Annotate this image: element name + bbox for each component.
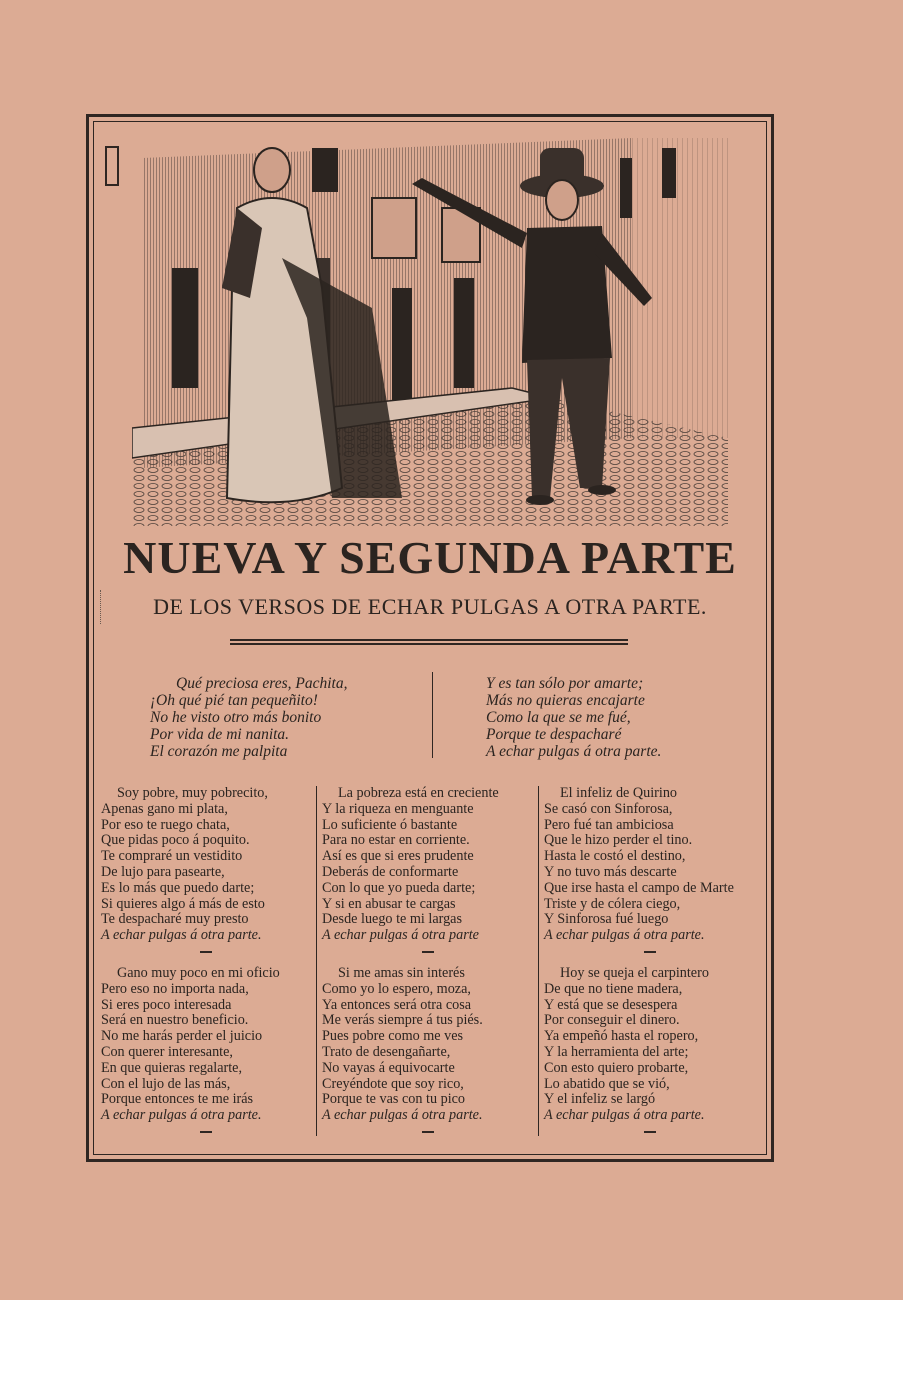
verse-line: Y si en abusar te cargas [322,895,456,912]
refrain-line: A echar pulgas á otra parte. [101,927,262,944]
verse-line: Si quieres algo á más de esto [101,895,265,912]
verse-line: Para no estar en corriente. [322,832,470,849]
verse-line: Pues pobre como me ves [322,1028,464,1045]
verse-line: Te despacharé muy presto [101,911,249,928]
corner-mark [105,146,119,186]
verse-line: De lujo para pasearte, [101,863,225,880]
verse-line: Y está que se desespera [544,996,678,1013]
refrain-line: A echar pulgas á otra parte. [101,1107,262,1124]
verse-line: Que pidas poco á poquito. [101,832,250,849]
verse-line: Hasta le costó el destino, [544,848,686,865]
stanza-separator [644,951,656,953]
verse-line: Con el lujo de las más, [101,1075,231,1092]
verse-line: Por conseguir el dinero. [544,1012,680,1029]
verse-line: Ya empeñó hasta el ropero, [544,1028,699,1045]
verse-line: Ya entonces será otra cosa [322,996,472,1013]
verse-line: Se casó con Sinforosa, [544,800,673,817]
verse-line: No vayas á equivocarte [322,1059,455,1076]
verse-line: Que irse hasta el campo de Marte [544,879,734,896]
verse-line: Como la que se me fué, [486,709,631,726]
verse-line: Como yo lo espero, moza, [322,980,471,997]
verse-line: Será en nuestro beneficio. [101,1012,249,1029]
intro-column-rule [432,672,433,758]
page-title: NUEVA Y SEGUNDA PARTE [123,532,737,583]
stanza-separator [422,1131,434,1133]
verse-line: De que no tiene madera, [544,980,683,997]
verse-line: El corazón me palpita [150,743,288,760]
verse-line: Y Sinforosa fué luego [544,911,669,928]
verse-line: Soy pobre, muy pobrecito, [117,785,268,801]
verse-line: Apenas gano mi plata, [101,800,228,817]
stanza-1 [101,786,323,944]
intro-right-column [486,675,661,760]
refrain-line: A echar pulgas á otra parte. [322,1107,483,1124]
verse-line: Porque te despacharé [486,726,622,743]
stanza-3 [544,786,766,944]
stanza-separator [422,951,434,953]
intro-left-column [150,675,347,760]
verse-line: Me verás siempre á tus piés. [322,1012,483,1029]
verse-line: Así es que si eres prudente [322,848,474,865]
verse-line: Porque entonces te me irás [101,1091,254,1108]
verse-line: A echar pulgas á otra parte. [486,743,662,760]
stanza-separator [644,1131,656,1133]
verse-line: Pero eso no importa nada, [101,980,249,997]
verse-line: Más no quieras encajarte [486,692,645,709]
verse-line: Triste y de cólera ciego, [544,895,681,912]
verse-line: El infeliz de Quirino [560,785,678,801]
verse-line: Deberás de conformarte [322,863,459,880]
verse-line: Creyéndote que soy rico, [322,1075,464,1092]
verse-line: No me harás perder el juicio [101,1028,263,1045]
refrain-line: A echar pulgas á otra parte [322,927,479,944]
verse-line: Lo suficiente ó bastante [322,816,458,833]
verse-line: Y no tuvo más descarte [544,863,677,880]
verse-line: Con esto quiero probarte, [544,1059,689,1076]
stanza-4 [101,966,323,1124]
verse-line: Trato de desengañarte, [322,1043,451,1060]
title-divider [230,639,628,645]
verse-line: Lo abatido que se vió, [544,1075,670,1092]
verse-line: Y el infeliz se largó [544,1091,656,1108]
verse-line: Con querer interesante, [101,1043,233,1060]
stanza-2 [322,786,544,944]
stanza-separator [200,951,212,953]
stanza-5 [322,966,544,1124]
verse-line: Hoy se queja el carpintero [560,965,709,981]
refrain-line: A echar pulgas á otra parte. [544,927,705,944]
verse-line: Gano muy poco en mi oficio [117,965,280,981]
verse-line: Desde luego te mi largas [322,911,462,928]
refrain-line: A echar pulgas á otra parte. [544,1107,705,1124]
verse-line: Que le hizo perder el tino. [544,832,693,849]
verse-line: Es lo más que puedo darte; [101,879,255,896]
verse-line: En que quieras regalarte, [101,1059,243,1076]
verse-line: Y la riqueza en menguante [322,800,474,817]
woodcut-street-scene-icon [132,138,728,526]
verse-line: Con lo que yo pueda darte; [322,879,476,896]
verse-line: No he visto otro más bonito [150,709,322,726]
verse-line: Por vida de mi nanita. [150,726,290,743]
stanza-6 [544,966,766,1124]
verse-line: Pero fué tan ambiciosa [544,816,674,833]
verse-line: Qué preciosa eres, Pachita, [176,675,348,692]
verse-line: Te compraré un vestidito [101,848,243,865]
stanza-separator [200,1131,212,1133]
verse-line: Porque te vas con tu pico [322,1091,466,1108]
verse-line: Y la herramienta del arte; [544,1043,689,1060]
verse-line: Si me amas sin interés [338,965,465,981]
verse-line: Y es tan sólo por amarte; [486,675,644,692]
verse-line: ¡Oh qué pié tan pequeñito! [150,692,318,709]
page-subtitle: DE LOS VERSOS DE ECHAR PULGAS A OTRA PARTE. [153,594,707,619]
verse-line: Por eso te ruego chata, [101,816,230,833]
verse-line: Si eres poco interesada [101,996,232,1013]
verse-line: La pobreza está en creciente [338,785,499,801]
